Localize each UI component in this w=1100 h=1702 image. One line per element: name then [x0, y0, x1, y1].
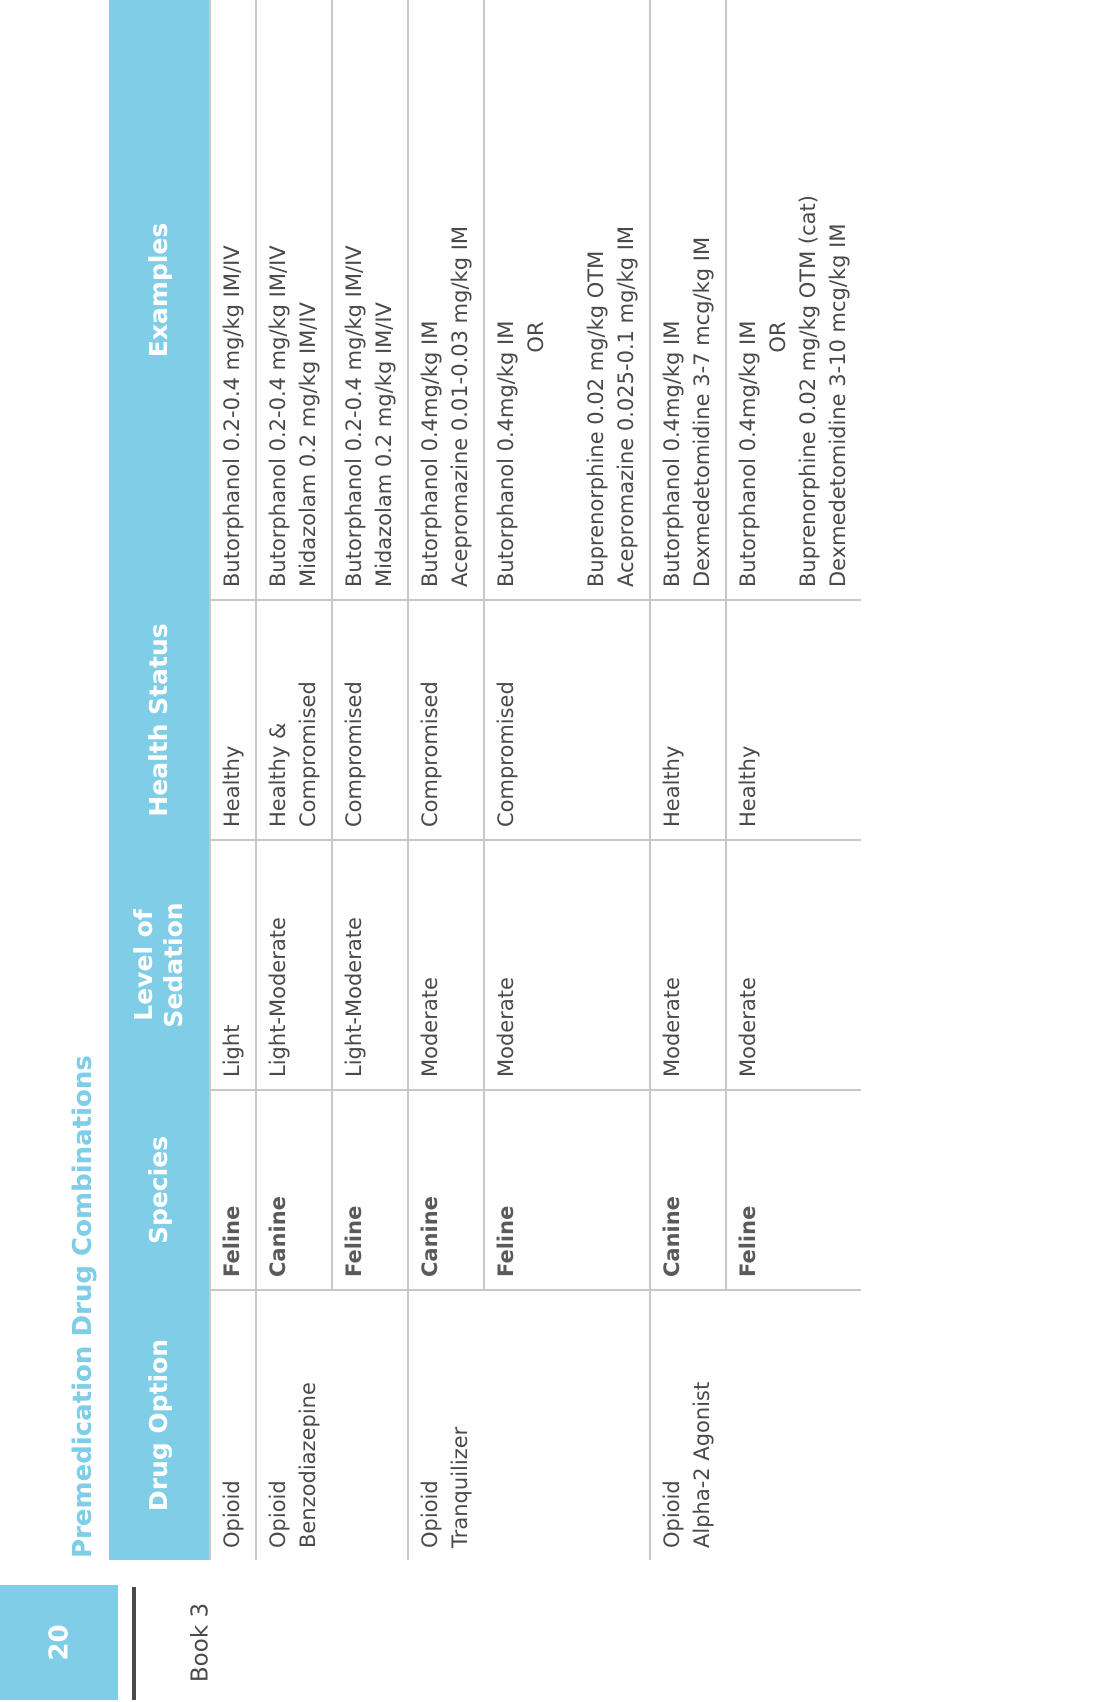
- health-status-line: Compromised: [296, 681, 320, 827]
- health-status-line: Healthy: [220, 745, 244, 827]
- species-cell: Feline: [484, 1090, 650, 1290]
- sedation-level-cell: Moderate: [484, 840, 650, 1090]
- example-line: Dexmedetomidine 3-10 mcg/kg IM: [826, 223, 850, 587]
- header-level-line2: Sedation: [159, 902, 188, 1028]
- page-number: 20: [44, 1624, 74, 1661]
- drug-option-line: Opioid: [418, 1480, 442, 1548]
- example-line: Butorphanol 0.4mg/kg IM: [736, 320, 760, 587]
- example-line: Buprenorphine 0.02 mg/kg OTM (cat): [796, 195, 820, 587]
- example-line: Acepromazine 0.01-0.03 mg/kg IM: [448, 225, 472, 587]
- sedation-level-cell: Moderate: [726, 840, 861, 1090]
- premedication-table: [109, 0, 861, 1560]
- example-line: Buprenorphine 0.02 mg/kg OTM: [584, 250, 608, 587]
- drug-option-line: Opioid: [266, 1480, 290, 1548]
- page-title: Premedication Drug Combinations: [68, 1055, 98, 1558]
- health-status-cell: [332, 600, 408, 840]
- drug-option-cell: [210, 1290, 256, 1560]
- table-row: [210, 0, 256, 1560]
- example-line: Midazolam 0.2 mg/kg IM/IV: [372, 302, 396, 587]
- table-header-row: [109, 0, 210, 1560]
- health-status-line: Healthy: [660, 745, 684, 827]
- table-row: [650, 0, 726, 1560]
- header-health-status: Health Status: [109, 600, 210, 840]
- table-body: [210, 0, 861, 1560]
- book-label: Book 3: [187, 1602, 213, 1683]
- example-line: Butorphanol 0.2-0.4 mg/kg IM/IV: [266, 245, 290, 587]
- species-cell: Feline: [726, 1090, 861, 1290]
- sedation-level-cell: Moderate: [408, 840, 484, 1090]
- drug-option-cell: [650, 1290, 861, 1560]
- table-row: [256, 0, 332, 1560]
- species-cell: Canine: [256, 1090, 332, 1290]
- sedation-level-cell: Light-Moderate: [256, 840, 332, 1090]
- examples-or-separator: OR: [766, 321, 790, 353]
- sedation-level-cell: Light-Moderate: [332, 840, 408, 1090]
- footer-divider: [132, 1587, 136, 1700]
- drug-option-line: Tranquilizer: [448, 1426, 472, 1548]
- health-status-cell: [408, 600, 484, 840]
- examples-cell: [210, 0, 256, 600]
- header-drug-option: Drug Option: [109, 1290, 210, 1560]
- examples-or-separator: OR: [524, 321, 548, 353]
- examples-cell: [650, 0, 726, 600]
- species-cell: Feline: [210, 1090, 256, 1290]
- header-examples: Examples: [109, 0, 210, 600]
- example-line: Butorphanol 0.2-0.4 mg/kg IM/IV: [220, 245, 244, 587]
- examples-cell: [484, 0, 650, 600]
- sedation-level-cell: Light: [210, 840, 256, 1090]
- example-line: Butorphanol 0.4mg/kg IM: [418, 320, 442, 587]
- drug-option-line: Benzodiazepine: [296, 1382, 320, 1548]
- health-status-cell: [726, 600, 861, 840]
- species-cell: Canine: [650, 1090, 726, 1290]
- drug-option-cell: [256, 1290, 408, 1560]
- species-cell: Feline: [332, 1090, 408, 1290]
- example-line: Butorphanol 0.4mg/kg IM: [660, 320, 684, 587]
- examples-cell: [256, 0, 332, 600]
- header-species: Species: [109, 1090, 210, 1290]
- drug-option-cell: [408, 1290, 650, 1560]
- health-status-cell: [210, 600, 256, 840]
- sedation-level-cell: Moderate: [650, 840, 726, 1090]
- drug-option-line: Opioid: [660, 1480, 684, 1548]
- example-line: Dexmedetomidine 3-7 mcg/kg IM: [690, 236, 714, 587]
- health-status-cell: [484, 600, 650, 840]
- header-level-line1: Level of: [129, 909, 158, 1021]
- examples-cell: [726, 0, 861, 600]
- health-status-line: Healthy &: [266, 722, 290, 827]
- table-row: [408, 0, 484, 1560]
- example-line: Butorphanol 0.2-0.4 mg/kg IM/IV: [342, 245, 366, 587]
- rotated-page-content: [65, 0, 865, 1560]
- examples-cell: [332, 0, 408, 600]
- example-line: Acepromazine 0.025-0.1 mg/kg IM: [614, 225, 638, 587]
- health-status-line: Healthy: [736, 745, 760, 827]
- health-status-cell: [256, 600, 332, 840]
- drug-option-line: Alpha-2 Agonist: [690, 1381, 714, 1548]
- species-cell: Canine: [408, 1090, 484, 1290]
- health-status-line: Compromised: [418, 681, 442, 827]
- health-status-line: Compromised: [342, 681, 366, 827]
- examples-cell: [408, 0, 484, 600]
- health-status-line: Compromised: [494, 681, 518, 827]
- header-level-of-sedation: [109, 840, 210, 1090]
- example-line: [551, 0, 581, 587]
- drug-option-line: Opioid: [220, 1480, 244, 1548]
- example-line: Midazolam 0.2 mg/kg IM/IV: [296, 302, 320, 587]
- example-line: Butorphanol 0.4mg/kg IM: [494, 320, 518, 587]
- health-status-cell: [650, 600, 726, 840]
